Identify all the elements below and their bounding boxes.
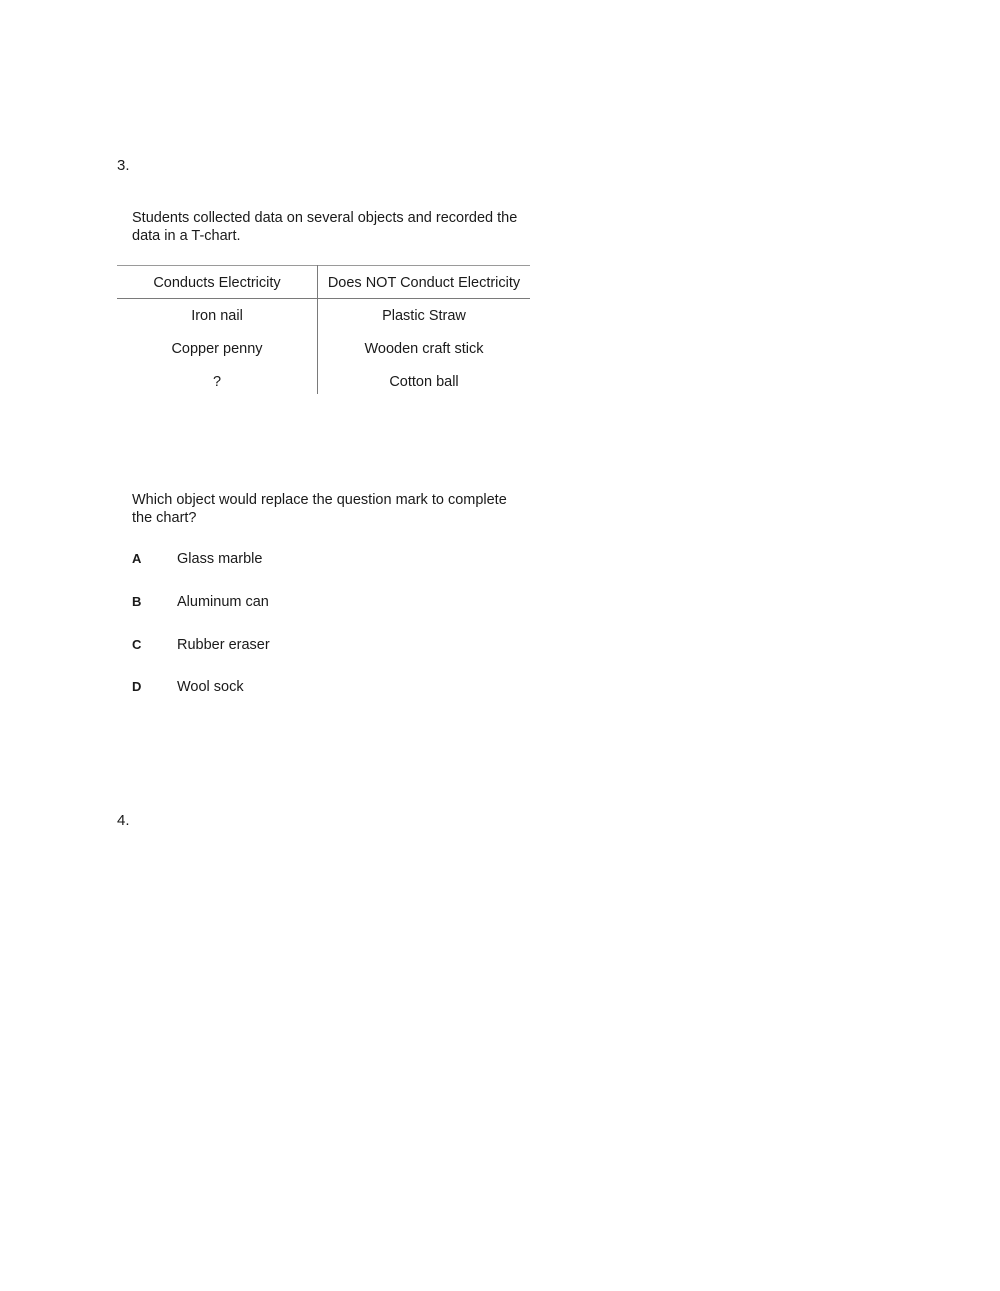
question-3-prompt: Which object would replace the question mark to complete the chart? (132, 492, 507, 526)
choice-text: Glass marble (177, 551, 263, 567)
t-chart-cell: Copper penny (171, 341, 263, 357)
t-chart-cell: Wooden craft stick (364, 341, 484, 357)
choice-letter: C (132, 637, 142, 652)
t-chart-header-rule (117, 298, 530, 299)
choice-letter: B (132, 594, 142, 609)
question-4-number: 4. (117, 812, 130, 829)
t-chart-cell: Cotton ball (389, 374, 459, 390)
t-chart-cell-unknown: ? (212, 374, 222, 390)
t-chart-header-conducts: Conducts Electricity (153, 275, 281, 291)
t-chart-cell: Plastic Straw (382, 308, 466, 324)
choice-text: Aluminum can (177, 594, 269, 610)
choice-text: Rubber eraser (177, 637, 270, 653)
question-3-intro: Students collected data on several objects and recorded the data in a T-chart. (132, 210, 518, 244)
choice-letter: D (132, 679, 142, 694)
t-chart-header-does-not-conduct: Does NOT Conduct Electricity (327, 275, 521, 291)
t-chart (117, 265, 530, 395)
t-chart-cell: Iron nail (191, 308, 243, 324)
question-3-number: 3. (117, 157, 130, 174)
t-chart-top-rule (117, 265, 530, 266)
choice-letter: A (132, 551, 142, 566)
choice-text: Wool sock (177, 679, 244, 695)
